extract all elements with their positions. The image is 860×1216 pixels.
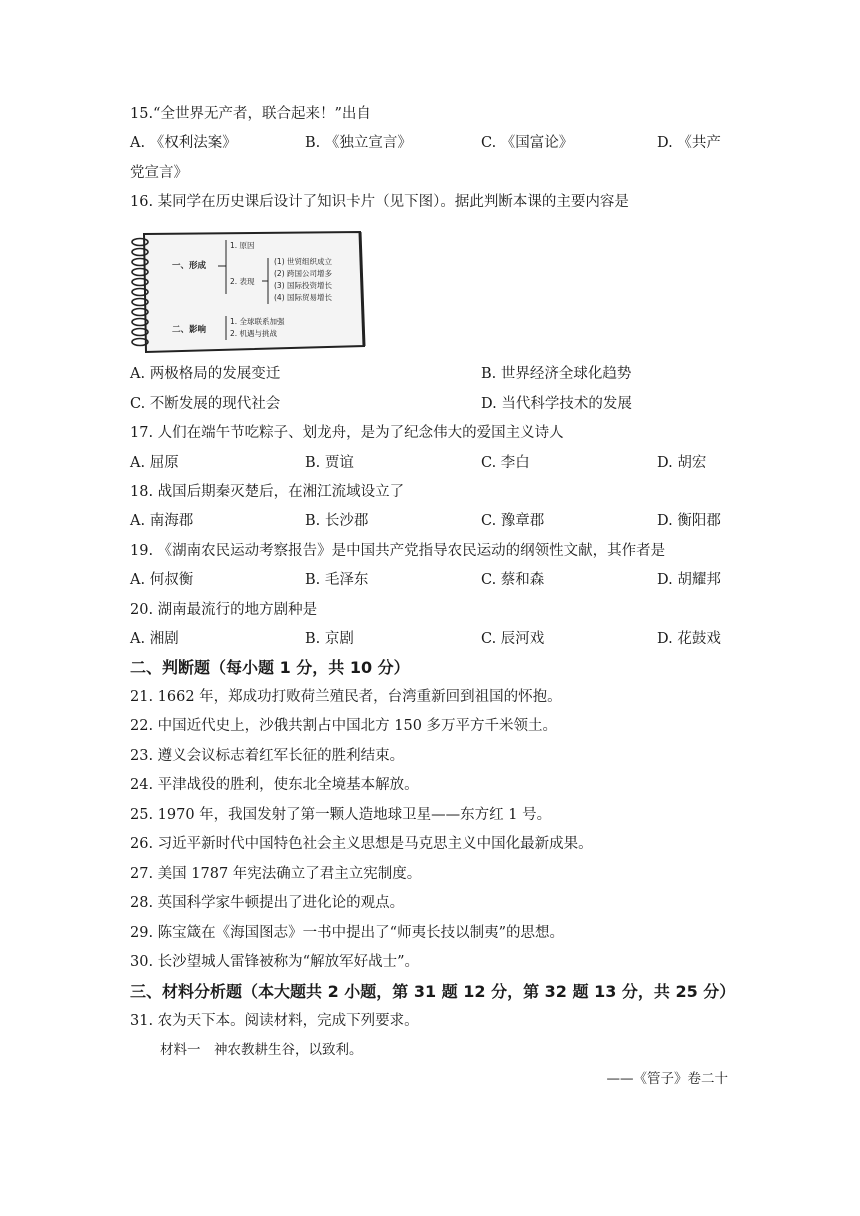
card-part2-item2: 2. 机遇与挑战 (230, 329, 278, 338)
judge-item-25: 25. 1970 年，我国发射了第一颗人造地球卫星——东方红 1 号。 (130, 807, 552, 823)
q18-option-a: A. 南海郡 (130, 513, 194, 529)
q19-option-d: D. 胡耀邦 (657, 572, 721, 588)
card-sub-1: (1) 世贸组织成立 (274, 257, 333, 266)
q15-stem: 15.“全世界无产者，联合起来！”出自 (130, 106, 371, 122)
q16-option-a: A. 两极格局的发展变迁 (130, 366, 281, 382)
knowledge-card-image (130, 228, 366, 358)
card-part1: 一、形成 (172, 261, 207, 271)
q15-option-d-cont: 党宣言》 (130, 165, 188, 181)
q19-stem: 19. 《湖南农民运动考察报告》是中国共产党指导农民运动的纲领性文献，其作者是 (130, 543, 666, 559)
q20-option-d: D. 花鼓戏 (657, 631, 721, 647)
judge-item-21: 21. 1662 年，郑成功打败荷兰殖民者，台湾重新回到祖国的怀抱。 (130, 689, 562, 705)
section2-title: 二、判断题（每小题 1 分，共 10 分） (130, 658, 410, 677)
q18-option-b: B. 长沙郡 (305, 513, 369, 529)
q16-option-c: C. 不断发展的现代社会 (130, 396, 281, 412)
q17-option-a: A. 屈原 (130, 455, 179, 471)
q16-option-d: D. 当代科学技术的发展 (481, 396, 632, 412)
q20-stem: 20. 湖南最流行的地方剧种是 (130, 602, 318, 618)
card-part2-item1: 1. 全球联系加强 (230, 317, 285, 326)
q18-stem: 18. 战国后期秦灭楚后，在湘江流域设立了 (130, 484, 405, 500)
q19-option-a: A. 何叔衡 (130, 572, 194, 588)
q31-stem: 31. 农为天下本。阅读材料，完成下列要求。 (130, 1013, 419, 1029)
q15-option-a: A. 《权利法案》 (130, 135, 237, 151)
card-part1-item2: 2. 表现 (230, 277, 255, 286)
q17-option-c: C. 李白 (481, 455, 530, 471)
q17-stem: 17. 人们在端午节吃粽子、划龙舟，是为了纪念伟大的爱国主义诗人 (130, 425, 564, 441)
card-sub-3: (3) 国际投资增长 (274, 281, 333, 290)
q15-option-b: B. 《独立宣言》 (305, 135, 412, 151)
q17-option-d: D. 胡宏 (657, 455, 707, 471)
judge-item-23: 23. 遵义会议标志着红军长征的胜利结束。 (130, 748, 405, 764)
q15-option-d: D. 《共产 (657, 135, 721, 151)
material-1-source: ——《管子》卷二十 (606, 1071, 728, 1087)
q20-option-c: C. 辰河戏 (481, 631, 545, 647)
card-part2: 二、影响 (172, 325, 207, 335)
judge-item-24: 24. 平津战役的胜利，使东北全境基本解放。 (130, 777, 419, 793)
judge-item-29: 29. 陈宝箴在《海国图志》一书中提出了“师夷长技以制夷”的思想。 (130, 925, 564, 941)
q17-option-b: B. 贾谊 (305, 455, 354, 471)
q16-option-b: B. 世界经济全球化趋势 (481, 366, 632, 382)
judge-item-27: 27. 美国 1787 年宪法确立了君主立宪制度。 (130, 866, 422, 882)
q20-option-a: A. 湘剧 (130, 631, 179, 647)
q15-option-c: C. 《国富论》 (481, 135, 574, 151)
judge-item-26: 26. 习近平新时代中国特色社会主义思想是马克思主义中国化最新成果。 (130, 836, 593, 852)
judge-item-30: 30. 长沙望城人雷锋被称为“解放军好战士”。 (130, 954, 419, 970)
q16-stem: 16. 某同学在历史课后设计了知识卡片（见下图）。据此判断本课的主要内容是 (130, 194, 629, 210)
card-sub-2: (2) 跨国公司增多 (274, 269, 333, 278)
judge-item-28: 28. 英国科学家牛顿提出了进化论的观点。 (130, 895, 405, 911)
q19-option-b: B. 毛泽东 (305, 572, 369, 588)
q20-option-b: B. 京剧 (305, 631, 354, 647)
q18-option-d: D. 衡阳郡 (657, 513, 721, 529)
q18-option-c: C. 豫章郡 (481, 513, 545, 529)
q19-option-c: C. 蔡和森 (481, 572, 545, 588)
material-1: 材料一 神农教耕生谷，以致利。 (160, 1042, 363, 1058)
card-sub-4: (4) 国际贸易增长 (274, 293, 333, 302)
card-part1-item1: 1. 原因 (230, 241, 255, 250)
judge-item-22: 22. 中国近代史上，沙俄共割占中国北方 150 多万平方千米领土。 (130, 718, 558, 734)
section3-title: 三、材料分析题（本大题共 2 小题，第 31 题 12 分，第 32 题 13 分，共 25 分） (130, 982, 736, 1001)
